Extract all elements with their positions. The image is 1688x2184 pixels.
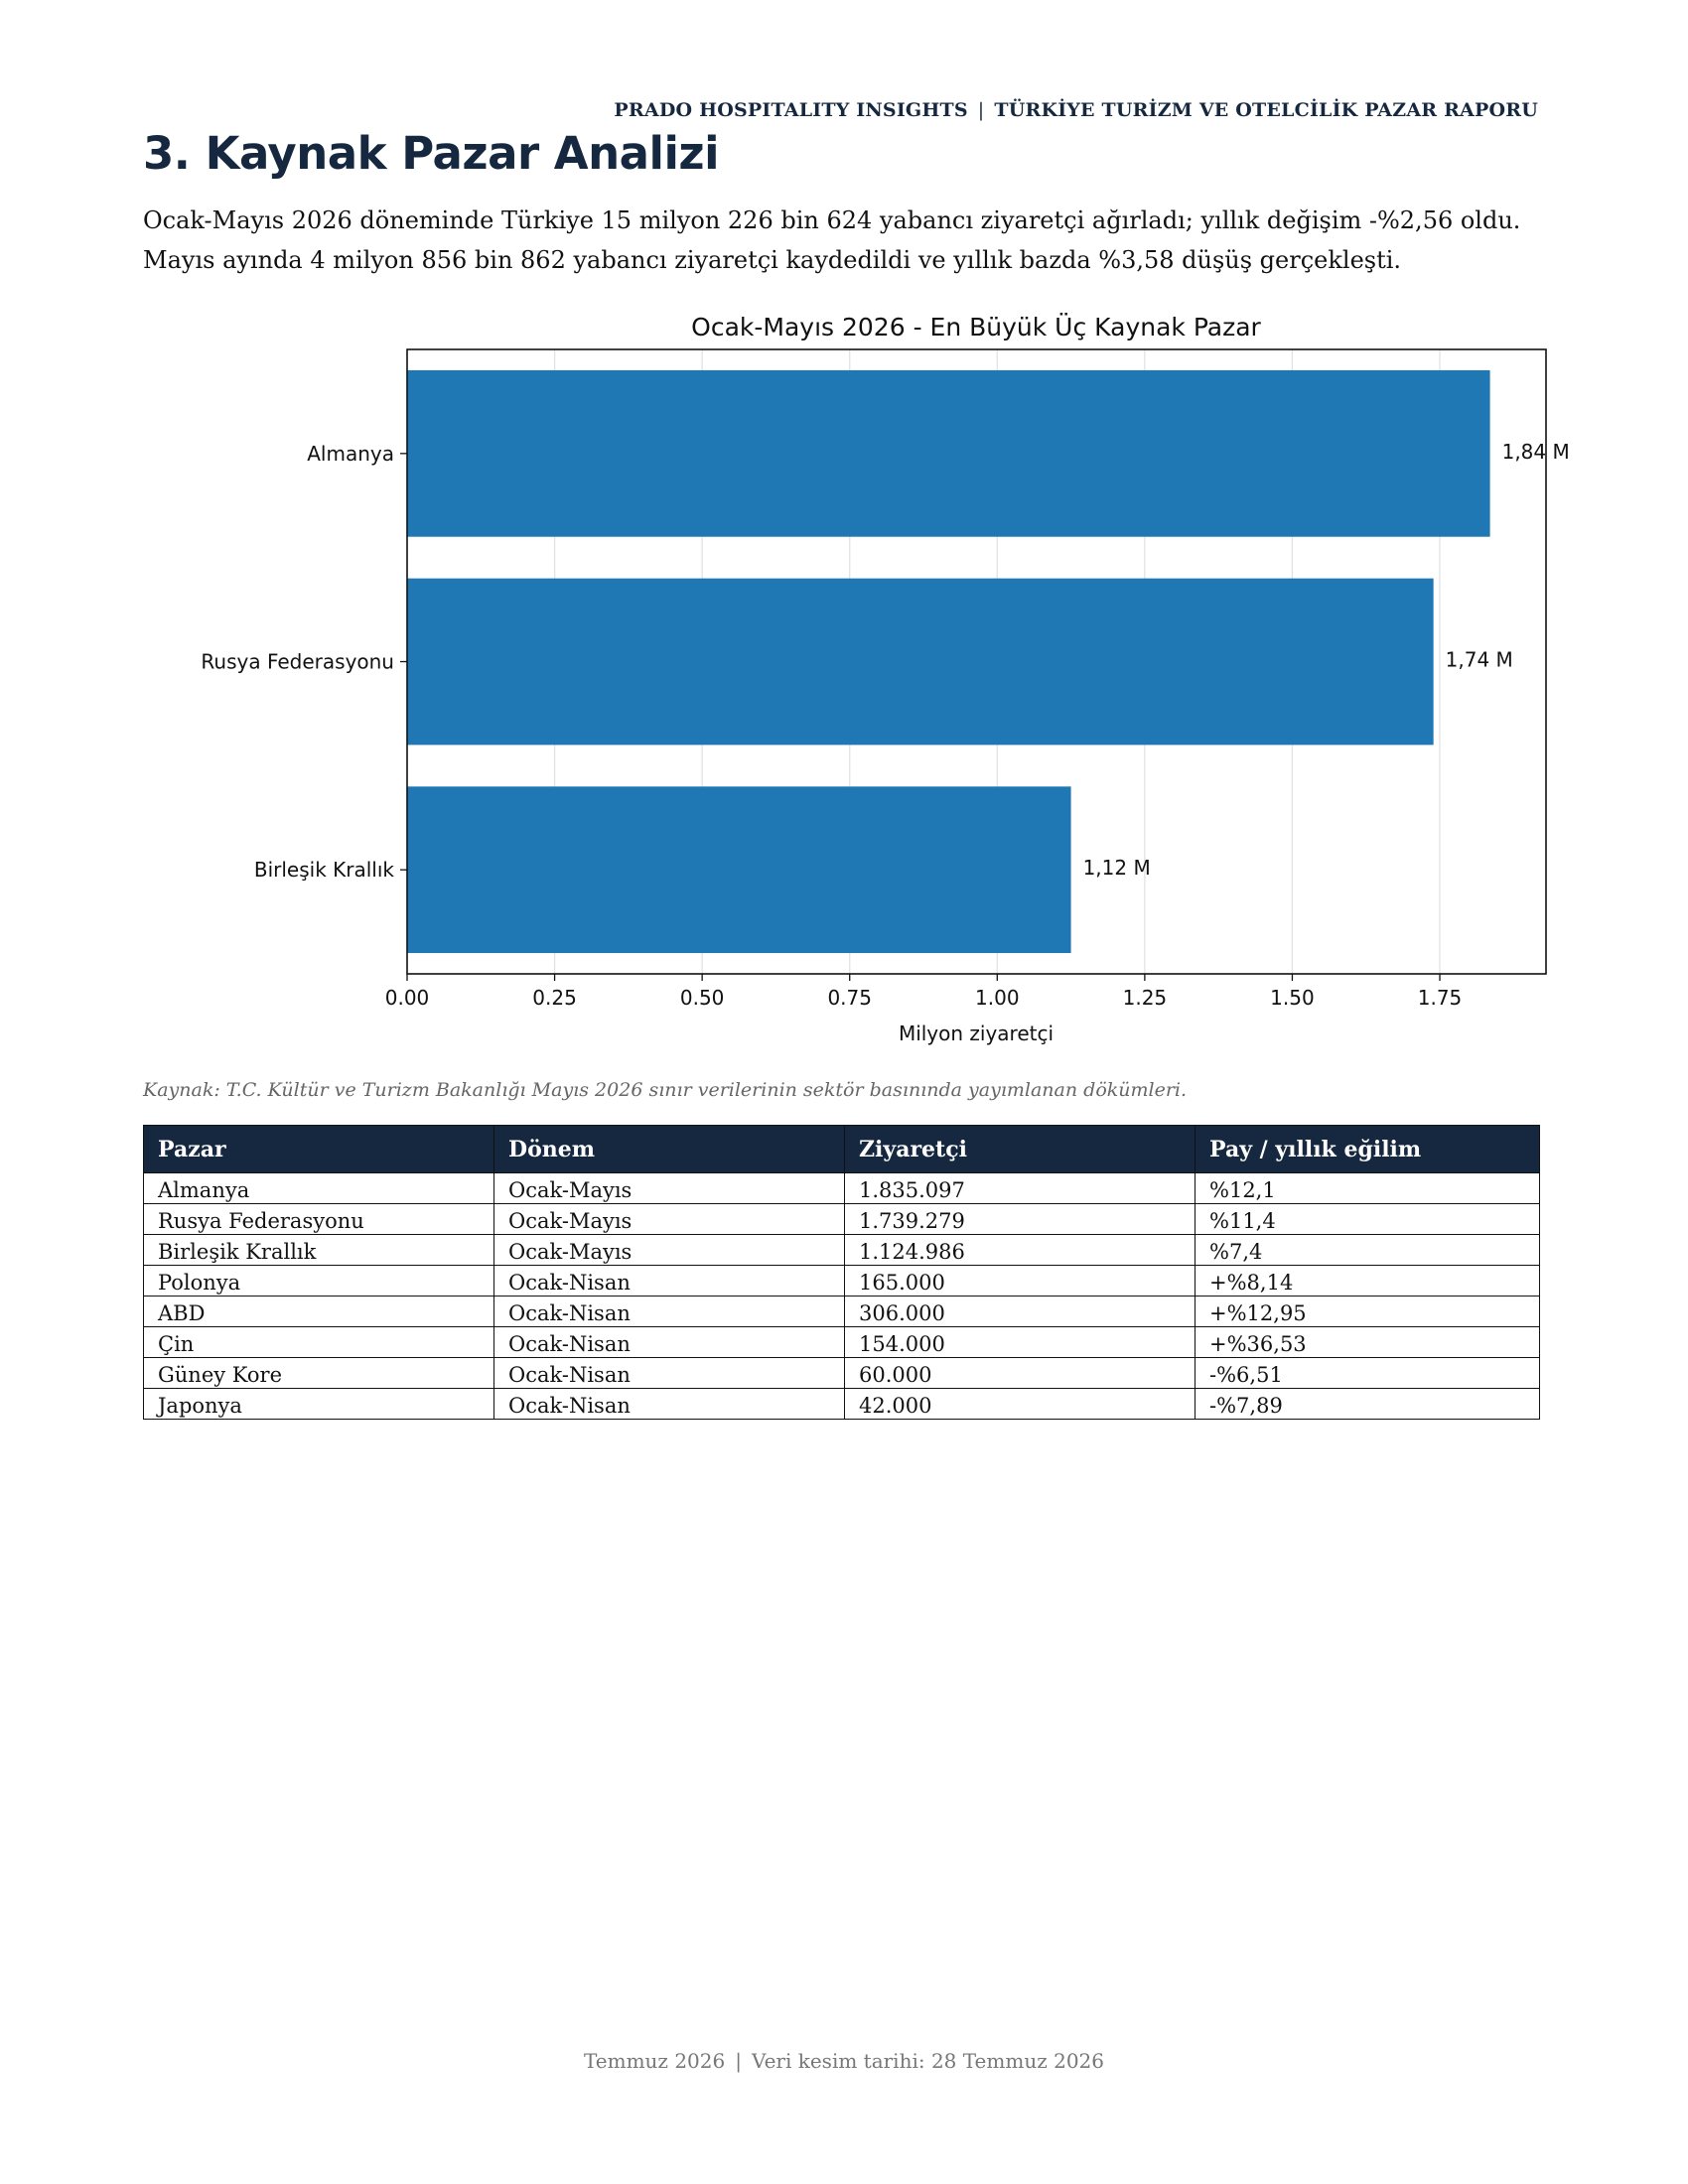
y-tick-label: Almanya: [307, 441, 394, 466]
cell-share-trend: -%7,89: [1196, 1389, 1540, 1420]
bar-value-label: 1,74 M: [1445, 647, 1513, 672]
cell-visitors: 1.124.986: [845, 1235, 1196, 1266]
cell-period: Ocak-Nisan: [494, 1297, 845, 1327]
column-header-market: Pazar: [144, 1126, 494, 1173]
footer-cutoff: Veri kesim tarihi: 28 Temmuz 2026: [751, 2049, 1104, 2073]
section-title: 3. Kaynak Pazar Analizi: [143, 127, 720, 180]
cell-market: Japonya: [144, 1389, 494, 1420]
cell-visitors: 42.000: [845, 1389, 1196, 1420]
x-tick-label: 0.50: [679, 986, 725, 1010]
footer-date: Temmuz 2026: [583, 2049, 726, 2073]
header-brand: PRADO HOSPITALITY INSIGHTS: [614, 99, 968, 121]
source-market-table: [143, 1125, 1540, 1420]
header-separator: |: [977, 99, 985, 121]
cell-market: Polonya: [144, 1266, 494, 1297]
column-header-period: Dönem: [494, 1126, 845, 1173]
cell-visitors: 165.000: [845, 1266, 1196, 1297]
running-header: [614, 99, 1538, 121]
bar-value-label: 1,84 M: [1501, 439, 1570, 464]
cell-market: Çin: [144, 1327, 494, 1358]
table-row: [144, 1327, 1540, 1358]
y-tick-label: Birleşik Krallık: [253, 858, 394, 883]
table-row: [144, 1297, 1540, 1327]
cell-market: Güney Kore: [144, 1358, 494, 1389]
cell-market: Almanya: [144, 1173, 494, 1204]
cell-share-trend: -%6,51: [1196, 1358, 1540, 1389]
cell-share-trend: +%12,95: [1196, 1297, 1540, 1327]
table-row: [144, 1235, 1540, 1266]
bar-chart: [159, 308, 1589, 1062]
cell-share-trend: +%8,14: [1196, 1266, 1540, 1297]
x-axis-label: Milyon ziyaretçi: [898, 1022, 1055, 1045]
cell-share-trend: %12,1: [1196, 1173, 1540, 1204]
cell-period: Ocak-Mayıs: [494, 1204, 845, 1235]
cell-share-trend: %11,4: [1196, 1204, 1540, 1235]
bar: [407, 579, 1434, 746]
bar: [407, 786, 1071, 953]
x-tick-label: 0.75: [827, 986, 872, 1010]
cell-visitors: 306.000: [845, 1297, 1196, 1327]
cell-period: Ocak-Mayıs: [494, 1235, 845, 1266]
cell-period: Ocak-Nisan: [494, 1358, 845, 1389]
cell-market: Birleşik Krallık: [144, 1235, 494, 1266]
table-header-row: [144, 1126, 1540, 1173]
intro-paragraph: Ocak-Mayıs 2026 döneminde Türkiye 15 milyon 226 bin 624 yabancı ziyaretçi ağırladı; yıllık değişim -%2,56 oldu. Mayıs ayında 4 milyon 856 bin 862 yabancı ziyaretçi kaydedildi ve yıllık bazda %3,58 düşüş gerçekleşti.: [143, 206, 1521, 274]
cell-period: Ocak-Mayıs: [494, 1173, 845, 1204]
table-row: [144, 1358, 1540, 1389]
cell-visitors: 1.835.097: [845, 1173, 1196, 1204]
cell-visitors: 154.000: [845, 1327, 1196, 1358]
bars: [407, 370, 1490, 953]
cell-visitors: 1.739.279: [845, 1204, 1196, 1235]
header-report-title: TÜRKİYE TURİZM VE OTELCİLİK PAZAR RAPORU: [994, 99, 1538, 121]
chart-source-caption: Kaynak: T.C. Kültür ve Turizm Bakanlığı Mayıs 2026 sınır verilerinin sektör basınında yayımlanan dökümleri.: [143, 1079, 1188, 1101]
bar: [407, 370, 1490, 537]
table-row: [144, 1266, 1540, 1297]
footer-separator: |: [735, 2049, 742, 2073]
x-tick-label: 0.00: [384, 986, 430, 1010]
table-row: [144, 1389, 1540, 1420]
page-footer: [0, 2049, 1688, 2073]
column-header-share-trend: Pay / yıllık eğilim: [1196, 1126, 1540, 1173]
cell-market: ABD: [144, 1297, 494, 1327]
column-header-visitors: Ziyaretçi: [845, 1126, 1196, 1173]
cell-period: Ocak-Nisan: [494, 1327, 845, 1358]
x-tick-label: 1.75: [1417, 986, 1463, 1010]
chart-svg: [159, 308, 1589, 1062]
x-tick-label: 1.00: [975, 986, 1020, 1010]
table-row: [144, 1173, 1540, 1204]
x-tick-label: 1.50: [1270, 986, 1315, 1010]
y-tick-label: Rusya Federasyonu: [201, 649, 394, 674]
x-tick-label: 1.25: [1122, 986, 1168, 1010]
cell-period: Ocak-Nisan: [494, 1266, 845, 1297]
cell-share-trend: %7,4: [1196, 1235, 1540, 1266]
cell-market: Rusya Federasyonu: [144, 1204, 494, 1235]
chart-title: Ocak-Mayıs 2026 - En Büyük Üç Kaynak Pazar: [691, 313, 1261, 341]
x-tick-label: 0.25: [532, 986, 577, 1010]
bar-value-label: 1,12 M: [1082, 856, 1151, 881]
cell-period: Ocak-Nisan: [494, 1389, 845, 1420]
cell-visitors: 60.000: [845, 1358, 1196, 1389]
cell-share-trend: +%36,53: [1196, 1327, 1540, 1358]
table-row: [144, 1204, 1540, 1235]
